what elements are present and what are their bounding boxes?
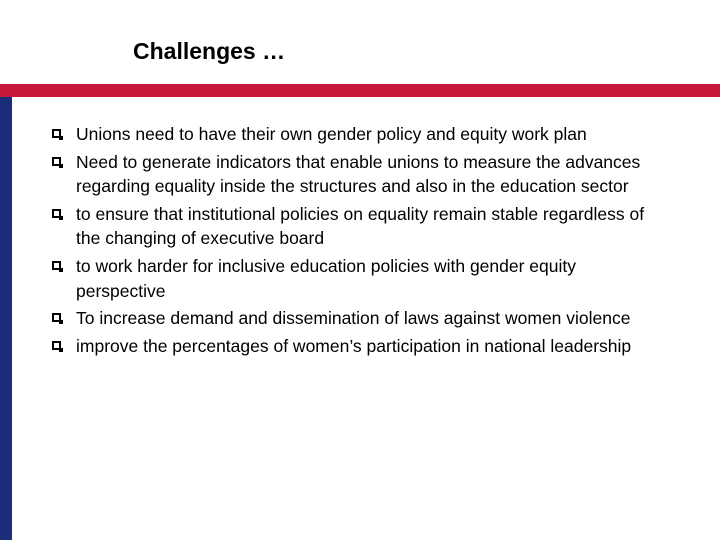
bullet-text: Need to generate indicators that enable unions to measure the advances regarding equality inside the structures and also in the education sector xyxy=(76,151,641,197)
bullet-text: To increase demand and dissemination of laws against women violence xyxy=(76,308,631,329)
checkbox-bullet-icon xyxy=(52,313,61,322)
list-item xyxy=(50,306,660,331)
side-accent-bar xyxy=(0,97,12,540)
list-item xyxy=(50,254,660,303)
checkbox-bullet-icon xyxy=(52,209,61,218)
list-item xyxy=(50,150,660,199)
checkbox-bullet-icon xyxy=(52,157,61,166)
checkbox-bullet-icon xyxy=(52,341,61,350)
list-item xyxy=(50,334,660,359)
list-item xyxy=(50,122,660,147)
checkbox-bullet-icon xyxy=(52,129,61,138)
list-item xyxy=(50,202,660,251)
bullet-text: Unions need to have their own gender policy and equity work plan xyxy=(76,124,587,144)
bullet-list xyxy=(50,122,660,361)
bullet-text: to work harder for inclusive education policies with gender equity perspective xyxy=(76,255,576,301)
checkbox-bullet-icon xyxy=(52,261,61,270)
slide-title: Challenges … xyxy=(133,38,286,64)
header-accent-bar xyxy=(0,84,720,97)
bullet-text: improve the percentages of women’s participation in national leadership xyxy=(76,335,632,356)
bullet-text: to ensure that institutional policies on equality remain stable regardless of the changing of executive board xyxy=(76,203,645,249)
